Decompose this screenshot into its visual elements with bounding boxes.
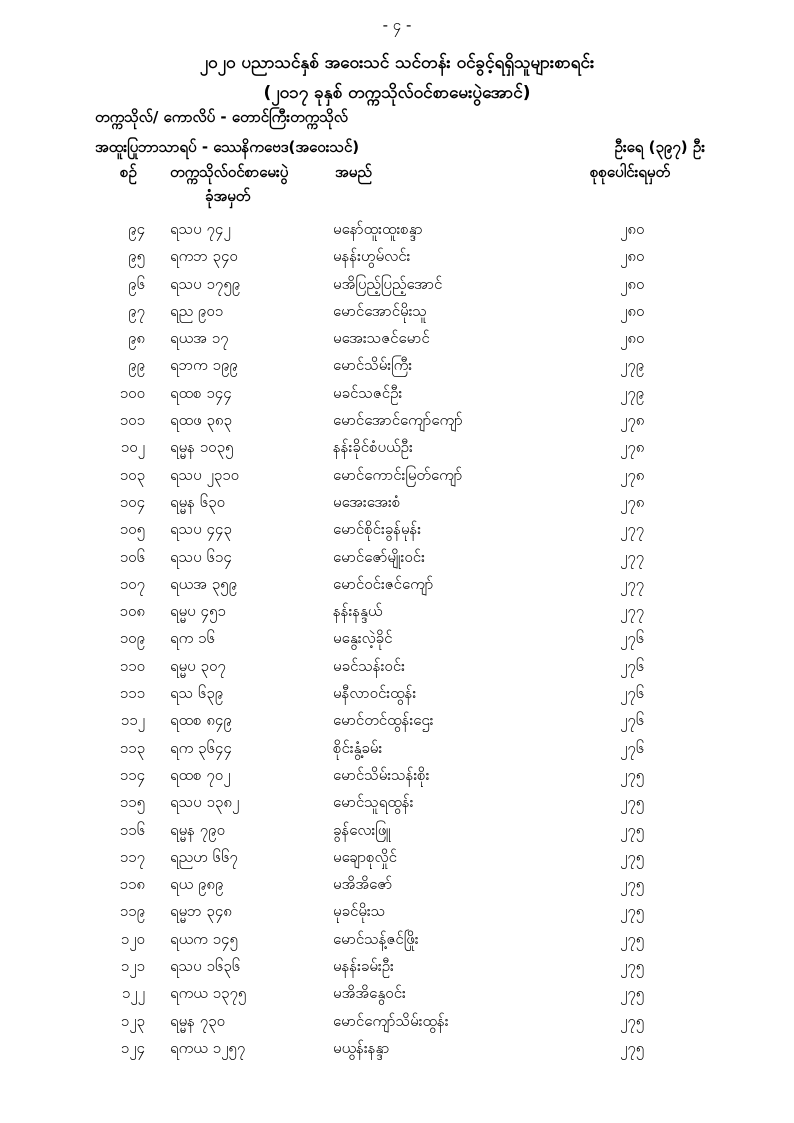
row-name: မအေးအေးစံ <box>333 492 401 511</box>
row-roll-number: ရသပ ၇၄၂ <box>170 220 231 238</box>
row-marks: ၂၇၇ <box>620 602 645 621</box>
column-header-marks: စုစုပေါင်းရမှတ် <box>590 163 671 181</box>
row-name: မနန်းဟွမ်လင်း <box>333 247 411 266</box>
row-name: မောင်ကျော်သိမ်းထွန်း <box>333 1011 449 1030</box>
row-roll-number: ရထဖ ၃၈၃ <box>170 411 232 430</box>
row-marks: ၂၇၆ <box>620 684 645 703</box>
column-header-name: အမည် <box>335 163 372 181</box>
row-marks: ၂၇၅ <box>620 902 645 921</box>
table-row <box>0 493 794 520</box>
table-row <box>0 930 794 957</box>
table-row <box>0 247 794 274</box>
row-serial: ၁၂၃ <box>120 1011 145 1030</box>
quota-label: ဦးရေ (၃၉၇) ဦး <box>614 138 705 156</box>
row-roll-number: ရမ္မန ၁၀၃၅ <box>170 438 234 457</box>
column-header-roll-line2: ခုံအမှတ် <box>205 187 251 205</box>
row-serial: ၁၀၆ <box>119 547 145 566</box>
row-roll-number: ရက ၁၆ <box>170 629 215 648</box>
row-marks: ၂၇၅ <box>620 847 645 866</box>
row-roll-number: ရထစ ၁၄၄ <box>170 383 232 402</box>
table-row <box>0 411 794 438</box>
row-name: မောင်သန့်ဇင်ဖြိုး <box>333 929 419 948</box>
row-name: မောင်သူရထွန်း <box>333 793 414 812</box>
row-serial: ၁၂၁ <box>120 957 145 976</box>
row-name: မအေးသဇင်မောင် <box>333 329 430 348</box>
row-roll-number: ရသပ ၂၃၁၀ <box>170 465 240 484</box>
table-row <box>0 384 794 411</box>
table-row <box>0 902 794 929</box>
row-name: မယွန်းနန္ဒာ <box>333 1038 390 1057</box>
table-row <box>0 657 794 684</box>
row-serial: ၁၁၂ <box>120 711 145 730</box>
row-name: မနီလာဝင်းထွန်း <box>333 684 417 703</box>
row-marks: ၂၇၆ <box>620 629 645 648</box>
row-serial: ၉၅ <box>128 247 145 266</box>
row-marks: ၂၇၆ <box>620 711 645 730</box>
row-serial: ၁၁၃ <box>119 738 145 757</box>
row-marks: ၂၇၈ <box>620 438 645 457</box>
row-roll-number: ရက ၃၆၄၄ <box>170 738 232 757</box>
table-row <box>0 1012 794 1039</box>
row-serial: ၁၁၁ <box>119 684 145 703</box>
row-serial: ၁၀၈ <box>119 602 145 621</box>
row-serial: ၁၀၂ <box>120 438 145 457</box>
row-serial: ၉၇ <box>128 301 145 320</box>
row-name: မောင်သိမ်းကြီး <box>333 356 413 375</box>
row-serial: ၁၁၇ <box>119 847 145 866</box>
table-row <box>0 957 794 984</box>
row-serial: ၁၀၇ <box>119 574 145 593</box>
row-marks: ၂၇၆ <box>620 656 645 675</box>
row-name: မောင်စိုင်းခွန်မုန်း <box>333 520 422 539</box>
table-row <box>0 821 794 848</box>
table-row <box>0 629 794 656</box>
document-title: ၂၀၂၀ ပညာသင်နှစ် အဝေးသင် သင်တန်း ဝင်ခွင့်ရရှိသူများစာရင်း <box>199 53 595 73</box>
row-marks: ၂၇၅ <box>620 984 645 1003</box>
row-marks: ၂၇၅ <box>620 793 645 812</box>
row-roll-number: ရမ္မပ ၄၅၁ <box>170 602 226 621</box>
row-marks: ၂၇၉ <box>620 356 645 375</box>
row-marks: ၂၇၅ <box>620 820 645 839</box>
row-name: မုခင်မိုးသ <box>333 902 386 921</box>
table-row <box>0 984 794 1011</box>
row-marks: ၂၇၈ <box>620 465 645 484</box>
row-name: မောင်ဇော်မျိုးဝင်း <box>333 547 425 566</box>
row-name: မောင်ကောင်းမြတ်ကျော် <box>333 465 463 484</box>
university-line: တက္ကသိုလ်/ ကောလိပ် - ‌တောင်ကြီးတက္ကသိုလ် <box>95 108 348 126</box>
row-name: မနွေးလဲ့ခိုင် <box>333 629 393 648</box>
row-serial: ၉၉ <box>128 356 145 375</box>
row-name: မခင်သန်းဝင်း <box>333 656 405 675</box>
row-roll-number: ရယအ ၁၇ <box>170 329 229 348</box>
row-serial: ၁၂၄ <box>120 1038 145 1057</box>
row-name: မခင်သဇင်ဦး <box>333 383 403 402</box>
row-marks: ၂၇၇ <box>620 520 645 539</box>
column-header-serial: စဉ် <box>120 163 137 181</box>
table-row <box>0 602 794 629</box>
table-row <box>0 684 794 711</box>
table-row <box>0 520 794 547</box>
row-roll-number: ရကဘ ၃၄၀ <box>170 247 238 266</box>
row-roll-number: ရမ္မန ၆၃၀ <box>170 492 226 511</box>
table-row <box>0 220 794 247</box>
table-row <box>0 875 794 902</box>
row-name: မအိအိနွေဝင်း <box>333 984 406 1003</box>
row-marks: ၂၇၇ <box>620 574 645 593</box>
row-marks: ၂၇၇ <box>620 547 645 566</box>
row-roll-number: ရသပ ၁၇၅၉ <box>170 274 241 293</box>
row-marks: ၂၈၀ <box>620 220 645 238</box>
row-roll-number: ရယ ၉၈၉ <box>170 875 224 894</box>
row-name: မနော်ထူးထူးစန္ဒာ <box>333 220 423 238</box>
row-serial: ၁၁၄ <box>119 765 145 784</box>
row-marks: ၂၇၅ <box>620 929 645 948</box>
row-name: ခွန်လေးဖြူ <box>333 820 391 839</box>
row-name: မချောစုလှိုင် <box>333 847 397 866</box>
row-serial: ၁၂၂ <box>121 984 145 1003</box>
table-row <box>0 275 794 302</box>
row-serial: ၉၈ <box>127 329 145 348</box>
row-serial: ၁၀၀ <box>119 383 145 402</box>
results-table <box>0 220 794 1066</box>
row-name: မောင်ဝင်းဇင်ကျော် <box>333 574 434 593</box>
row-serial: ၁၀၄ <box>119 492 145 511</box>
row-name: မောင်တင်ထွန်းဌေး <box>333 711 434 730</box>
table-row <box>0 711 794 738</box>
row-name: နန်းခိုင်စံပယ်ဦး <box>333 438 413 457</box>
row-marks: ၂၈၀ <box>620 274 645 293</box>
table-row <box>0 766 794 793</box>
table-row <box>0 466 794 493</box>
row-name: မောင်အောင်ကျော်ကျော် <box>333 411 463 430</box>
row-marks: ၂၇၅ <box>620 1038 645 1057</box>
row-roll-number: ရထစ ၈၄၉ <box>170 711 232 730</box>
row-name: မအိအိဇော် <box>333 875 393 894</box>
row-serial: ၁၀၃ <box>119 465 145 484</box>
row-name: မောင်သိမ်းသန်းစိုး <box>333 765 430 784</box>
row-name: မအိပြည့်ပြည့်အောင် <box>333 274 443 293</box>
row-roll-number: ရသပ ၆၁၄ <box>170 547 232 566</box>
row-roll-number: ရယက ၁၄၅ <box>170 929 238 948</box>
row-marks: ၂၇၈ <box>620 492 645 511</box>
row-marks: ၂၇၉ <box>620 383 645 402</box>
table-row <box>0 793 794 820</box>
table-row <box>0 438 794 465</box>
row-name: မောင်အောင်မိုးသူ <box>333 301 427 320</box>
row-serial: ၁၁၅ <box>119 793 145 812</box>
row-marks: ၂၇၈ <box>620 411 645 430</box>
row-serial: ၁၀၅ <box>119 520 145 539</box>
row-roll-number: ရမ္မန ၇၉၀ <box>170 820 226 839</box>
row-serial: ၉၆ <box>128 274 145 293</box>
page-number: - ၄ - <box>382 16 412 34</box>
row-roll-number: ရည ၉၀၁ <box>170 301 224 320</box>
row-marks: ၂၇၅ <box>620 1011 645 1030</box>
row-roll-number: ရကယ ၁၂၅၇ <box>170 1038 246 1057</box>
row-marks: ၂၈၀ <box>620 329 645 348</box>
row-roll-number: ရဘက ၁၉၉ <box>170 356 238 375</box>
row-roll-number: ရညဟ ၆၆၇ <box>170 847 238 866</box>
row-marks: ၂၇၅ <box>620 957 645 976</box>
row-roll-number: ရမ္မဘ ၃၄၈ <box>170 902 232 921</box>
row-name: မနန်းခမ်းဦး <box>333 957 394 976</box>
column-header-roll: တက္ကသိုလ်ဝင်စာမေးပွဲ <box>170 163 289 181</box>
row-roll-number: ရမ္မပ ၃၀၇ <box>170 656 226 675</box>
table-row <box>0 302 794 329</box>
row-serial: ၉၄ <box>128 220 145 238</box>
row-marks: ၂၈၀ <box>620 247 645 266</box>
table-row <box>0 548 794 575</box>
document-subtitle: (၂၀၁၇ ခုနှစ် တက္ကသိုလ်ဝင်စာမေးပွဲအောင်) <box>263 83 531 103</box>
row-roll-number: ရသပ ၁၆၃၆ <box>170 957 241 976</box>
table-row <box>0 739 794 766</box>
row-marks: ၂၇၅ <box>620 765 645 784</box>
row-roll-number: ရကယ ၁၃၇၅ <box>170 984 247 1003</box>
table-row <box>0 329 794 356</box>
table-row <box>0 575 794 602</box>
row-roll-number: ရသပ ၁၃၈၂ <box>170 793 240 812</box>
row-name: စိုင်းနွံ့ခမ်း <box>333 738 383 757</box>
table-row <box>0 356 794 383</box>
row-roll-number: ရယအ ၃၅၉ <box>170 574 238 593</box>
row-serial: ၁၀၁ <box>119 411 145 430</box>
row-serial: ၁၁၀ <box>119 656 145 675</box>
row-marks: ၂၈၀ <box>620 301 645 320</box>
row-name: နန်းနန္ဒယ် <box>333 602 383 621</box>
row-marks: ၂၇၅ <box>620 875 645 894</box>
table-row <box>0 848 794 875</box>
row-roll-number: ရမ္မန ၇၃၀ <box>170 1011 226 1030</box>
row-marks: ၂၇၆ <box>620 738 645 757</box>
row-serial: ၁၀၉ <box>119 629 145 648</box>
row-serial: ၁၁၈ <box>119 875 145 894</box>
subject-label: အထူးပြုဘာသာရပ် - ဿေနိကဗေဒ(အဝေးသင်) <box>95 138 360 156</box>
row-serial: ၁၂၀ <box>120 929 145 948</box>
row-serial: ၁၁၉ <box>119 902 145 921</box>
row-serial: ၁၁၆ <box>119 820 145 839</box>
row-roll-number: ရသပ ၄၄၃ <box>170 520 232 539</box>
row-roll-number: ရသ ၆၃၉ <box>170 684 224 703</box>
table-row <box>0 1039 794 1066</box>
row-roll-number: ရထစ ၇၀၂ <box>170 765 231 784</box>
